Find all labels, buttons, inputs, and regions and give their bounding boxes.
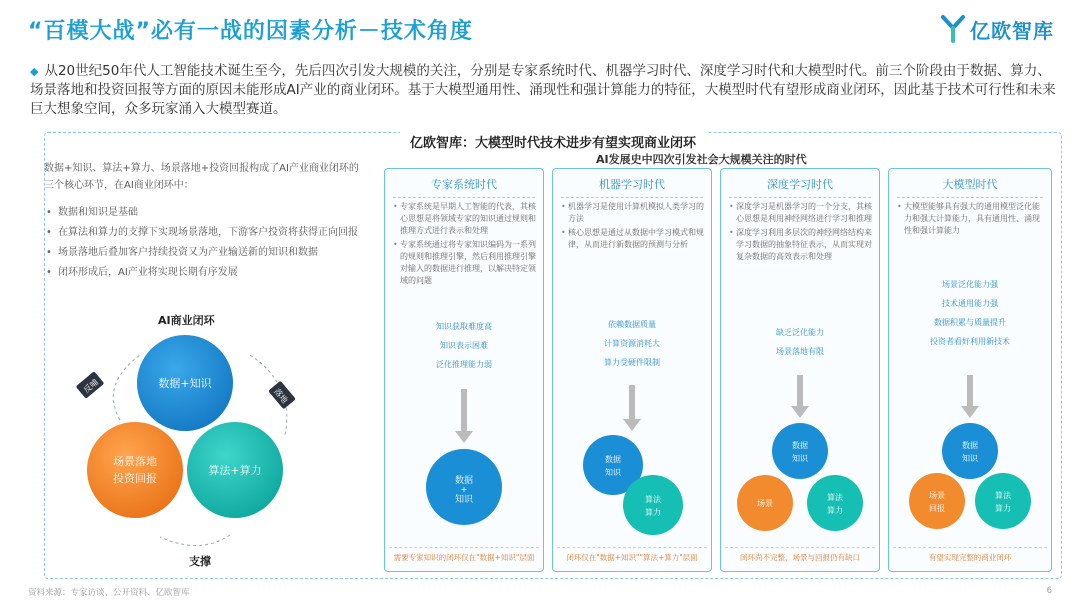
era-card-ml xyxy=(552,168,712,572)
era-footnote: 有望实现完整的商业闭环 xyxy=(893,547,1047,563)
circle-plus: + xyxy=(460,485,468,494)
diamond-bullet-icon: ◆ xyxy=(30,65,39,78)
circle-algo-label: 算法+算力 xyxy=(208,464,262,477)
era-circles xyxy=(385,379,543,549)
circle-label: 场景 xyxy=(929,491,945,500)
factor-item: 知识表示困难 xyxy=(440,341,488,350)
era-description xyxy=(729,201,873,265)
eras-subtitle: AI发展史中四次引发社会大规模关注的时代 xyxy=(596,153,807,166)
factor-item: 数据积累与质量提升 xyxy=(934,318,1006,327)
circle-label: 算法 xyxy=(827,493,843,502)
list-item: • 核心思想是通过从数据中学习模式和规律，从而进行新数据的预测与分析 xyxy=(561,227,705,251)
circle-data-knowledge xyxy=(942,423,998,479)
list-item: • 场景落地后叠加客户持续投资又为产业输送新的知识和数据 xyxy=(44,244,370,261)
brand-name: 亿欧智库 xyxy=(970,18,1054,43)
era-card-dl xyxy=(720,168,880,572)
era-footnote: 闭环仅在"数据+知识""算法+算力"层面 xyxy=(557,547,707,563)
circle-scene-return xyxy=(87,422,183,518)
era-factors xyxy=(721,323,879,361)
circle-label: 知识 xyxy=(605,468,621,477)
era-circles xyxy=(553,377,711,547)
loop-bullet-list xyxy=(44,204,370,284)
era-circles xyxy=(889,369,1051,549)
era-name: 大模型时代 xyxy=(897,173,1043,198)
loop-paragraph: 数据+知识、算法+算力、场景落地+投资回报构成了AI产业商业闭环的三个核心环节，在AI商业闭环中： xyxy=(44,163,359,191)
intro-text: 从20世纪50年代人工智能技术诞生至今，先后四次引发大规模的关注，分别是专家系统时代、机器学习时代、深度学习时代和大模型时代。前三个阶段由于数据、算力、场景落地和投资回报等方面的原因未能形成AI产业的商业闭环。基于大模型通用性、涌现性和强计算能力的特征，大模型时代有望形成商业闭环，因此基于技术可行性和未来巨大想象空间，众多玩家涌入大模型赛道。 xyxy=(30,63,1056,117)
era-factors xyxy=(385,317,543,374)
list-item: • 深度学习是机器学习的一个分支，其核心思想是利用神经网络进行学习和推理 xyxy=(729,201,873,225)
circle-label: 知识 xyxy=(962,454,978,463)
factor-item: 知识获取难度高 xyxy=(436,322,492,331)
circle-label: 数据 xyxy=(792,441,808,450)
cycle-arrow-bottom xyxy=(160,535,230,546)
factor-item: 泛化推理能力弱 xyxy=(436,360,492,369)
era-card-expert xyxy=(384,168,544,572)
list-item: • 专家系统通过将专家知识编码为一系列的规则和推理引擎，然后利用推理引擎对输入的数据进行推理，以解决特定领域的问题 xyxy=(393,239,537,287)
page-title: “百模大战”必有一战的因素分析－技术角度 xyxy=(28,19,473,44)
arrow-badge-left xyxy=(76,371,105,399)
page-number: 6 xyxy=(1046,586,1052,596)
circle-label: 数据 xyxy=(454,476,474,486)
era-name: 专家系统时代 xyxy=(393,173,535,198)
circle-data-knowledge xyxy=(772,423,828,479)
circle-label: 知识 xyxy=(792,454,808,463)
arrow-left-label: 反哺 xyxy=(81,377,100,395)
circle-label: 算力 xyxy=(827,506,843,515)
brand-logo-icon xyxy=(940,14,966,44)
era-footnote: 需要专家知识的闭环仅在"数据+知识"层面 xyxy=(389,547,539,563)
list-item: • 深度学习利用多层次的神经网络结构来学习数据的抽象特征表示，从而实现对复杂数据的高效表示和处理 xyxy=(729,227,873,263)
factor-item: 场景泛化能力强 xyxy=(942,280,998,289)
circle-label: 数据 xyxy=(962,441,978,450)
source-note: 资料来源：专家访谈、公开资料、亿欧智库 xyxy=(28,588,190,598)
frame-title: 亿欧智库：大模型时代技术进步有望实现商业闭环 xyxy=(400,132,706,151)
list-item: • 专家系统是早期人工智能的代表，其核心思想是将领域专家的知识通过规则和推理方式进行表示和处理 xyxy=(393,201,537,237)
list-item: • 闭环形成后，AI产业将实现长期有序发展 xyxy=(44,264,370,281)
cycle-arrow-left xyxy=(113,355,140,420)
loop-diagram-title: AI商业闭环 xyxy=(158,314,215,327)
list-item: • 机器学习是使用计算机模拟人类学习的方法 xyxy=(561,201,705,225)
factor-item: 投资者看好利用新技术 xyxy=(930,337,1010,346)
circle-label: 算法 xyxy=(645,495,661,504)
era-circles xyxy=(721,369,879,549)
era-card-llm xyxy=(888,168,1052,572)
arrow-badge-right xyxy=(268,381,296,410)
circle-label: 算力 xyxy=(645,508,661,517)
brand-logo xyxy=(940,14,1054,44)
circle-algo-compute xyxy=(623,475,683,535)
circle-label: 知识 xyxy=(454,495,474,505)
era-description xyxy=(897,201,1045,239)
circle-label: 场景 xyxy=(757,499,773,508)
era-factors xyxy=(553,315,711,372)
list-item: • 数据和知识是基础 xyxy=(44,204,370,221)
era-name: 深度学习时代 xyxy=(729,173,871,198)
circle-scene-label-1: 场景落地 xyxy=(113,455,157,468)
era-factors xyxy=(889,275,1051,351)
intro-paragraph xyxy=(30,62,1060,119)
factor-item: 依赖数据质量 xyxy=(608,320,656,329)
circle-data-label: 数据+知识 xyxy=(158,377,212,390)
era-name: 机器学习时代 xyxy=(561,173,703,198)
list-item: • 大模型能够具有强大的通用模型泛化能力和强大计算能力，具有通用性、涌现性和强计算能力 xyxy=(897,201,1045,237)
era-description xyxy=(393,201,537,289)
circle-scene-return xyxy=(909,473,965,529)
factor-item: 缺乏泛化能力 xyxy=(776,328,824,337)
factor-item: 计算资源消耗大 xyxy=(604,339,660,348)
circle-label: 回报 xyxy=(929,504,945,513)
circle-algo-compute xyxy=(807,475,863,531)
ai-business-loop-diagram xyxy=(60,325,320,573)
circle-algo-compute xyxy=(975,473,1031,529)
list-item: • 在算法和算力的支撑下实现场景落地，下游客户投资将获得正向回报 xyxy=(44,224,370,241)
circle-label: 算法 xyxy=(995,491,1011,500)
era-description xyxy=(561,201,705,253)
circle-label: 数据 xyxy=(605,455,621,464)
circle-label: 算力 xyxy=(995,504,1011,513)
factor-item: 技术通用能力强 xyxy=(942,299,998,308)
arrow-right-label: 落地 xyxy=(272,386,290,405)
era-footnote: 闭环尚不完整，场景与回报仍有缺口 xyxy=(725,547,875,563)
factor-item: 场景落地有限 xyxy=(776,347,824,356)
arrow-bottom-label: 支撑 xyxy=(189,555,211,568)
factor-item: 算力受硬件限制 xyxy=(604,358,660,367)
circle-scene-label-2: 投资回报 xyxy=(113,472,157,485)
